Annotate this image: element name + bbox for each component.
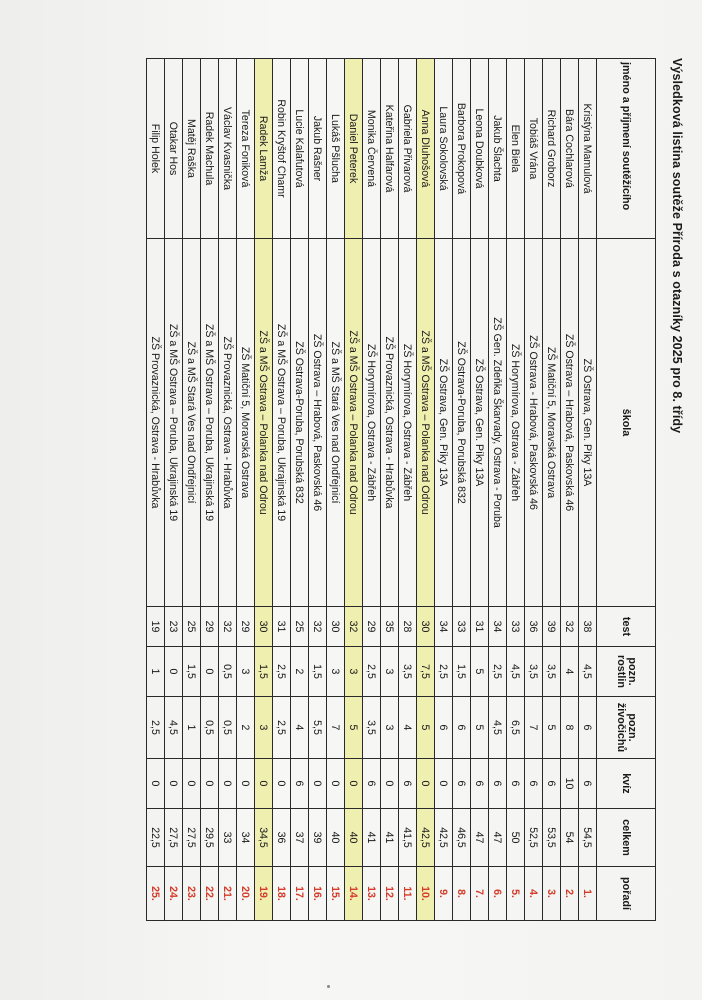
header-total: celkem — [597, 809, 656, 867]
animals-score-cell: 4,5 — [165, 697, 183, 759]
animals-score-cell: 2,5 — [273, 697, 291, 759]
school-cell: ZŠ a MŠ Ostrava – Polanka nad Odrou — [255, 239, 273, 607]
quiz-score-cell: 0 — [237, 759, 255, 809]
test-score-cell: 25 — [183, 607, 201, 647]
table-row — [363, 59, 381, 921]
school-cell: ZŠ Matiční 5, Moravská Ostrava — [543, 239, 561, 607]
quiz-score-cell: 6 — [489, 759, 507, 809]
quiz-score-cell: 6 — [453, 759, 471, 809]
rank-cell: 13. — [363, 867, 381, 921]
plants-score-cell: 3,5 — [399, 647, 417, 697]
animals-score-cell: 5 — [543, 697, 561, 759]
rank-cell: 12. — [381, 867, 399, 921]
test-score-cell: 34 — [435, 607, 453, 647]
school-cell: ZŠ Matiční 5, Moravská Ostrava — [237, 239, 255, 607]
plants-score-cell: 1 — [147, 647, 165, 697]
name-cell: Barbora Prokopová — [453, 59, 471, 239]
table-row — [399, 59, 417, 921]
name-cell: Monika Červená — [363, 59, 381, 239]
school-cell: ZŠ Ostrava, Gen. Píky 13A — [579, 239, 597, 607]
table-row — [543, 59, 561, 921]
table-row — [147, 59, 165, 921]
test-score-cell: 29 — [363, 607, 381, 647]
rank-cell: 10. — [417, 867, 435, 921]
test-score-cell: 31 — [273, 607, 291, 647]
school-cell: ZŠ Ostrava-Poruba, Porubská 832 — [453, 239, 471, 607]
plants-score-cell: 2,5 — [435, 647, 453, 697]
name-cell: Václav Kvasnička — [219, 59, 237, 239]
rank-cell: 20. — [237, 867, 255, 921]
plants-score-cell: 1,5 — [309, 647, 327, 697]
total-score-cell: 47 — [471, 809, 489, 867]
animals-score-cell: 6 — [579, 697, 597, 759]
test-score-cell: 33 — [453, 607, 471, 647]
table-row — [255, 59, 273, 921]
name-cell: Radek Machula — [201, 59, 219, 239]
document-title: Výsledková listina soutěže Příroda s otazníky 2025 pro 8. třídy — [670, 58, 684, 434]
school-cell: ZŠ Gen. Zdeňka Škarvady, Ostrava - Poruba — [489, 239, 507, 607]
name-cell: Radek Lamža — [255, 59, 273, 239]
animals-score-cell: 1 — [183, 697, 201, 759]
animals-score-cell: 6,5 — [507, 697, 525, 759]
total-score-cell: 40 — [327, 809, 345, 867]
plants-score-cell: 5 — [471, 647, 489, 697]
scan-speck — [327, 985, 330, 988]
school-cell: ZŠ Provaznická, Ostrava - Hrabůvka — [381, 239, 399, 607]
test-score-cell: 28 — [399, 607, 417, 647]
school-cell: ZŠ a MŠ Ostrava – Polanka nad Odrou — [345, 239, 363, 607]
plants-score-cell: 4,5 — [507, 647, 525, 697]
quiz-score-cell: 0 — [255, 759, 273, 809]
rank-cell: 3. — [543, 867, 561, 921]
name-cell: Kristýna Mamulová — [579, 59, 597, 239]
test-score-cell: 38 — [579, 607, 597, 647]
quiz-score-cell: 6 — [579, 759, 597, 809]
total-score-cell: 27,5 — [165, 809, 183, 867]
quiz-score-cell: 6 — [543, 759, 561, 809]
plants-score-cell: 2 — [291, 647, 309, 697]
animals-score-cell: 0,5 — [219, 697, 237, 759]
animals-score-cell: 5 — [417, 697, 435, 759]
total-score-cell: 41 — [363, 809, 381, 867]
total-score-cell: 40 — [345, 809, 363, 867]
rank-cell: 8. — [453, 867, 471, 921]
quiz-score-cell: 6 — [525, 759, 543, 809]
quiz-score-cell: 0 — [165, 759, 183, 809]
school-cell: ZŠ a MŠ Ostrava – Polanka nad Odrou — [417, 239, 435, 607]
name-cell: Filip Holek — [147, 59, 165, 239]
table-row — [471, 59, 489, 921]
quiz-score-cell: 0 — [417, 759, 435, 809]
table-row — [489, 59, 507, 921]
name-cell: Jakub Rašner — [309, 59, 327, 239]
total-score-cell: 47 — [489, 809, 507, 867]
table-row — [237, 59, 255, 921]
total-score-cell: 37 — [291, 809, 309, 867]
rank-cell: 11. — [399, 867, 417, 921]
table-row — [273, 59, 291, 921]
test-score-cell: 23 — [165, 607, 183, 647]
plants-score-cell: 4 — [561, 647, 579, 697]
name-cell: Lukáš Pšlucha — [327, 59, 345, 239]
quiz-score-cell: 10 — [561, 759, 579, 809]
test-score-cell: 34 — [489, 607, 507, 647]
header-plants: pozn. rostlin — [597, 647, 656, 697]
animals-score-cell: 6 — [453, 697, 471, 759]
school-cell: ZŠ Provaznická, Ostrava - Hrabůvka — [219, 239, 237, 607]
total-score-cell: 54,5 — [579, 809, 597, 867]
rank-cell: 1. — [579, 867, 597, 921]
test-score-cell: 32 — [219, 607, 237, 647]
plants-score-cell: 0,5 — [219, 647, 237, 697]
header-animals: pozn. živočichů — [597, 697, 656, 759]
school-cell: ZŠ a MŠ Stará Ves nad Ondřejnicí — [327, 239, 345, 607]
animals-score-cell: 4 — [291, 697, 309, 759]
quiz-score-cell: 0 — [381, 759, 399, 809]
total-score-cell: 41 — [381, 809, 399, 867]
school-cell: ZŠ a MŠ Ostrava – Poruba, Ukrajinská 19 — [201, 239, 219, 607]
animals-score-cell: 4,5 — [489, 697, 507, 759]
quiz-score-cell: 6 — [291, 759, 309, 809]
quiz-score-cell: 0 — [435, 759, 453, 809]
header-test: test — [597, 607, 656, 647]
school-cell: ZŠ Ostrava - Hrabová, Paskovská 46 — [525, 239, 543, 607]
name-cell: Richard Groborz — [543, 59, 561, 239]
school-cell: ZŠ Ostrava – Hrabová, Paskovská 46 — [561, 239, 579, 607]
table-row — [183, 59, 201, 921]
name-cell: Jakub Šlachta — [489, 59, 507, 239]
animals-score-cell: 7 — [327, 697, 345, 759]
rank-cell: 4. — [525, 867, 543, 921]
rank-cell: 14. — [345, 867, 363, 921]
school-cell: ZŠ Provaznická, Ostrava - Hrabůvka — [147, 239, 165, 607]
rank-cell: 7. — [471, 867, 489, 921]
plants-score-cell: 7,5 — [417, 647, 435, 697]
header-school: škola — [597, 239, 656, 607]
quiz-score-cell: 0 — [309, 759, 327, 809]
rank-cell: 15. — [327, 867, 345, 921]
animals-score-cell: 5 — [345, 697, 363, 759]
table-row — [291, 59, 309, 921]
plants-score-cell: 1,5 — [183, 647, 201, 697]
school-cell: ZŠ Horymírova, Ostrava - Zábřeh — [507, 239, 525, 607]
school-cell: ZŠ Ostrava, Gen. Píky 13A — [471, 239, 489, 607]
quiz-score-cell: 0 — [273, 759, 291, 809]
table-row — [219, 59, 237, 921]
animals-score-cell: 0,5 — [201, 697, 219, 759]
quiz-score-cell: 0 — [219, 759, 237, 809]
total-score-cell: 27,5 — [183, 809, 201, 867]
total-score-cell: 39 — [309, 809, 327, 867]
animals-score-cell: 4 — [399, 697, 417, 759]
animals-score-cell: 3 — [255, 697, 273, 759]
results-table — [146, 58, 656, 921]
test-score-cell: 30 — [327, 607, 345, 647]
total-score-cell: 50 — [507, 809, 525, 867]
quiz-score-cell: 0 — [345, 759, 363, 809]
table-row — [381, 59, 399, 921]
total-score-cell: 22,5 — [147, 809, 165, 867]
school-cell: ZŠ Ostrava-Poruba, Porubská 832 — [291, 239, 309, 607]
test-score-cell: 32 — [345, 607, 363, 647]
animals-score-cell: 5,5 — [309, 697, 327, 759]
table-row — [309, 59, 327, 921]
name-cell: Gabriela Přivarová — [399, 59, 417, 239]
animals-score-cell: 3,5 — [363, 697, 381, 759]
plants-score-cell: 2,5 — [363, 647, 381, 697]
table-row — [435, 59, 453, 921]
name-cell: Robin Kryštof Chamr — [273, 59, 291, 239]
plants-score-cell: 3 — [237, 647, 255, 697]
test-score-cell: 29 — [237, 607, 255, 647]
total-score-cell: 42,5 — [435, 809, 453, 867]
total-score-cell: 29,5 — [201, 809, 219, 867]
rank-cell: 6. — [489, 867, 507, 921]
quiz-score-cell: 0 — [327, 759, 345, 809]
plants-score-cell: 2,5 — [273, 647, 291, 697]
animals-score-cell: 5 — [471, 697, 489, 759]
test-score-cell: 33 — [507, 607, 525, 647]
test-score-cell: 30 — [417, 607, 435, 647]
school-cell: ZŠ Ostrava, Gen. Píky 13A — [435, 239, 453, 607]
total-score-cell: 46,5 — [453, 809, 471, 867]
quiz-score-cell: 0 — [183, 759, 201, 809]
test-score-cell: 19 — [147, 607, 165, 647]
rank-cell: 25. — [147, 867, 165, 921]
test-score-cell: 30 — [255, 607, 273, 647]
rank-cell: 24. — [165, 867, 183, 921]
table-row — [417, 59, 435, 921]
school-cell: ZŠ Horymírova, Ostrava - Zábřeh — [399, 239, 417, 607]
rank-cell: 9. — [435, 867, 453, 921]
total-score-cell: 34 — [237, 809, 255, 867]
table-row — [165, 59, 183, 921]
plants-score-cell: 2,5 — [489, 647, 507, 697]
plants-score-cell: 4,5 — [579, 647, 597, 697]
header-rank: pořadí — [597, 867, 656, 921]
header-row — [597, 59, 656, 921]
test-score-cell: 36 — [525, 607, 543, 647]
rank-cell: 2. — [561, 867, 579, 921]
total-score-cell: 53,5 — [543, 809, 561, 867]
plants-score-cell: 3 — [345, 647, 363, 697]
header-quiz: kvíz — [597, 759, 656, 809]
table-row — [561, 59, 579, 921]
quiz-score-cell: 6 — [471, 759, 489, 809]
animals-score-cell: 2 — [237, 697, 255, 759]
total-score-cell: 54 — [561, 809, 579, 867]
plants-score-cell: 3,5 — [525, 647, 543, 697]
school-cell: ZŠ a MŠ Ostrava – Poruba, Ukrajinská 19 — [273, 239, 291, 607]
name-cell: Elen Biela — [507, 59, 525, 239]
rank-cell: 22. — [201, 867, 219, 921]
name-cell: Otakar Hos — [165, 59, 183, 239]
rank-cell: 5. — [507, 867, 525, 921]
school-cell: ZŠ a MŠ Ostrava – Poruba, Ukrajinská 19 — [165, 239, 183, 607]
plants-score-cell: 1,5 — [453, 647, 471, 697]
name-cell: Bára Cochlarová — [561, 59, 579, 239]
table-row — [525, 59, 543, 921]
rank-cell: 19. — [255, 867, 273, 921]
total-score-cell: 52,5 — [525, 809, 543, 867]
table-row — [453, 59, 471, 921]
name-cell: Matěj Raška — [183, 59, 201, 239]
name-cell: Kateřina Halfarová — [381, 59, 399, 239]
plants-score-cell: 3 — [327, 647, 345, 697]
name-cell: Daniel Peterek — [345, 59, 363, 239]
header-name: jméno a příjmení soutěžícího — [597, 59, 656, 239]
school-cell: ZŠ Horymírova, Ostrava - Zábřeh — [363, 239, 381, 607]
quiz-score-cell: 0 — [147, 759, 165, 809]
animals-score-cell: 7 — [525, 697, 543, 759]
quiz-score-cell: 6 — [363, 759, 381, 809]
animals-score-cell: 8 — [561, 697, 579, 759]
table-row — [201, 59, 219, 921]
rank-cell: 18. — [273, 867, 291, 921]
test-score-cell: 32 — [309, 607, 327, 647]
test-score-cell: 25 — [291, 607, 309, 647]
table-row — [507, 59, 525, 921]
quiz-score-cell: 6 — [507, 759, 525, 809]
test-score-cell: 32 — [561, 607, 579, 647]
rank-cell: 16. — [309, 867, 327, 921]
plants-score-cell: 0 — [201, 647, 219, 697]
name-cell: Tereza Foniková — [237, 59, 255, 239]
rank-cell: 17. — [291, 867, 309, 921]
animals-score-cell: 2,5 — [147, 697, 165, 759]
rank-cell: 21. — [219, 867, 237, 921]
rank-cell: 23. — [183, 867, 201, 921]
name-cell: Lucie Kalafutová — [291, 59, 309, 239]
name-cell: Leona Doubková — [471, 59, 489, 239]
name-cell: Anna Dluhošová — [417, 59, 435, 239]
table-row — [579, 59, 597, 921]
plants-score-cell: 0 — [165, 647, 183, 697]
animals-score-cell: 3 — [381, 697, 399, 759]
school-cell: ZŠ Ostrava – Hrabová, Paskovská 46 — [309, 239, 327, 607]
table-row — [345, 59, 363, 921]
test-score-cell: 39 — [543, 607, 561, 647]
plants-score-cell: 3 — [381, 647, 399, 697]
plants-score-cell: 1,5 — [255, 647, 273, 697]
test-score-cell: 31 — [471, 607, 489, 647]
animals-score-cell: 6 — [435, 697, 453, 759]
total-score-cell: 36 — [273, 809, 291, 867]
plants-score-cell: 3,5 — [543, 647, 561, 697]
test-score-cell: 35 — [381, 607, 399, 647]
quiz-score-cell: 0 — [201, 759, 219, 809]
total-score-cell: 34,5 — [255, 809, 273, 867]
total-score-cell: 41,5 — [399, 809, 417, 867]
total-score-cell: 42,5 — [417, 809, 435, 867]
name-cell: Tobiáš Vrána — [525, 59, 543, 239]
quiz-score-cell: 6 — [399, 759, 417, 809]
results-body — [147, 59, 597, 921]
test-score-cell: 29 — [201, 607, 219, 647]
table-row — [327, 59, 345, 921]
total-score-cell: 33 — [219, 809, 237, 867]
name-cell: Laura Sokolovská — [435, 59, 453, 239]
school-cell: ZŠ a MŠ Stará Ves nad Ondřejnicí — [183, 239, 201, 607]
